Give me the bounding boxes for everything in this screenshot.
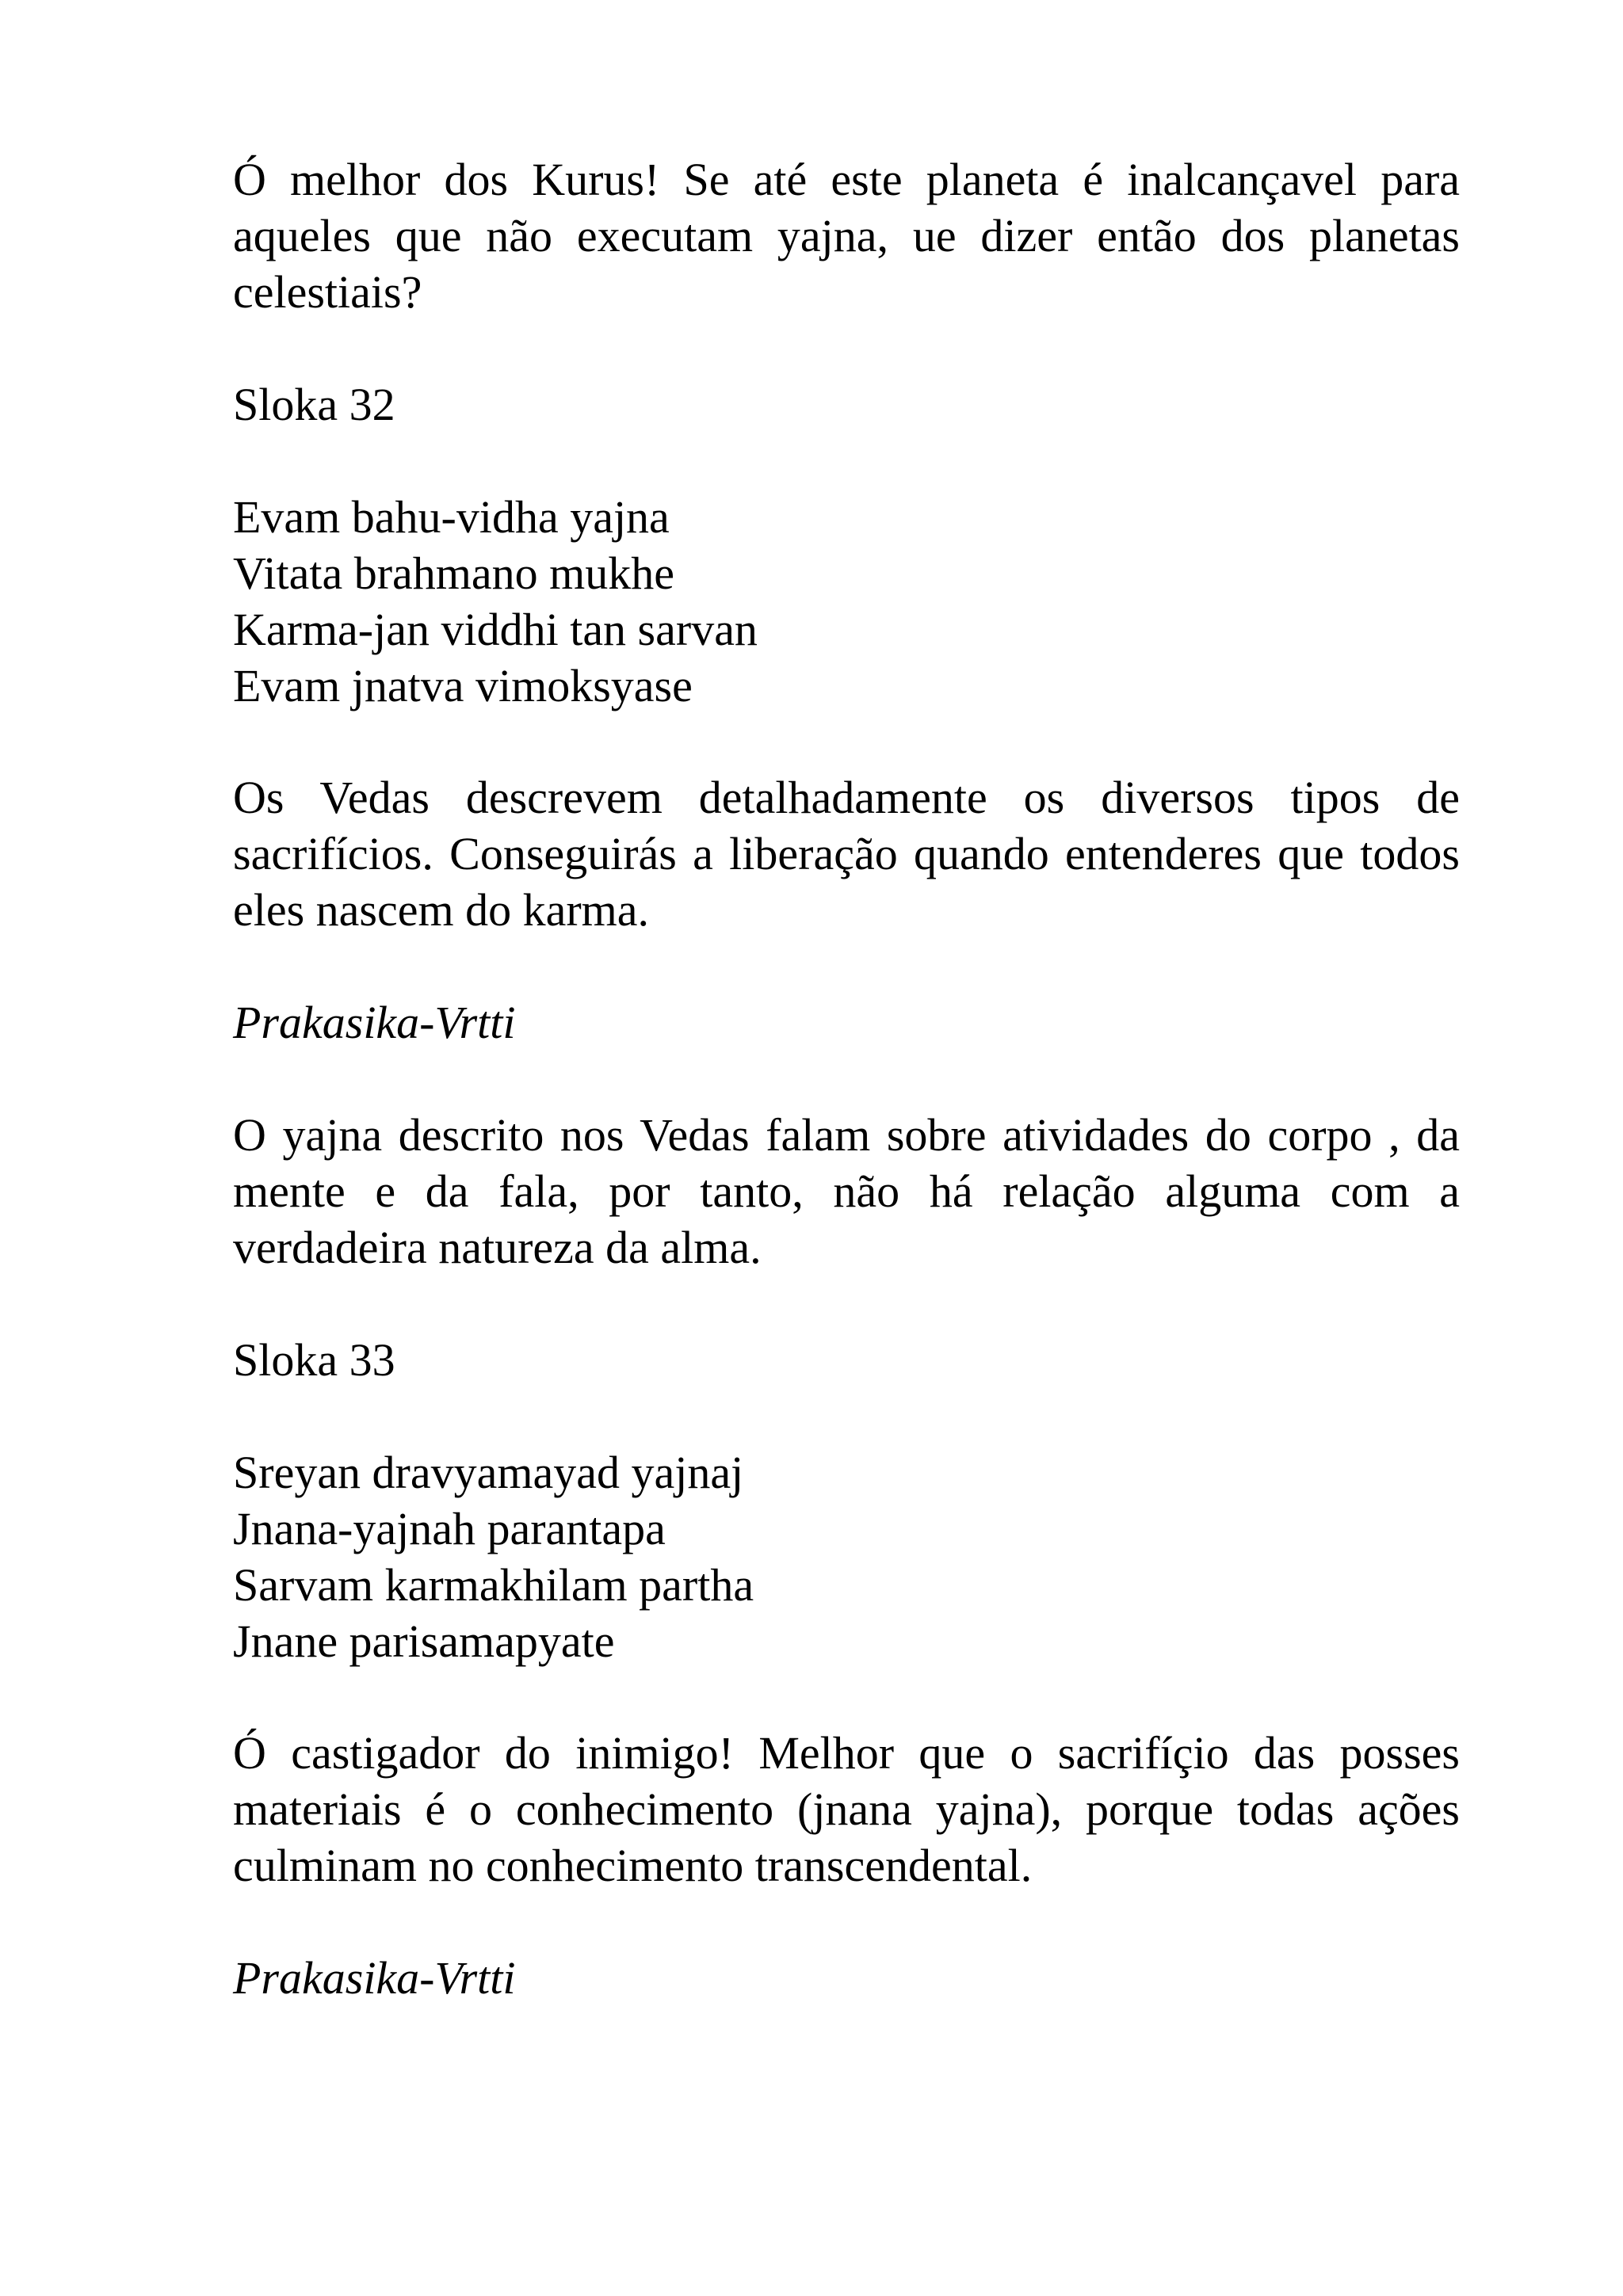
sloka-33-translation: Ó castigador do inimigo! Melhor que o sacrifíçio das posses materiais é o conhecimento (jnana yajna), porque todas ações culminam no conhecimento transcendental. (233, 1727, 1460, 1891)
sloka-33-commentary-title: Prakasika-Vrtti (233, 1952, 516, 2004)
sloka-32-verse (233, 489, 1460, 714)
verse-line: Sarvam karmakhilam partha (233, 1559, 754, 1611)
verse-line: Evam bahu-vidha yajna (233, 491, 670, 543)
sloka-32-commentary: O yajna descrito nos Vedas falam sobre atividades do corpo , da mente e da fala, por tanto, não há relação alguma com a verdadeira natureza da alma. (233, 1109, 1460, 1273)
verse-line: Sreyan dravyamayad yajnaj (233, 1447, 744, 1498)
sloka-33-verse (233, 1444, 1460, 1669)
verse-line: Evam jnatva vimoksyase (233, 660, 693, 711)
verse-line: Jnana-yajnah parantapa (233, 1503, 666, 1554)
verse-line: Karma-jan viddhi tan sarvan (233, 604, 758, 655)
verse-line: Vitata brahmano mukhe (233, 547, 675, 599)
sloka-32-commentary-title: Prakasika-Vrtti (233, 997, 516, 1048)
sloka-33-heading: Sloka 33 (233, 1334, 395, 1386)
verse-line: Jnane parisamapyate (233, 1615, 615, 1667)
sloka-32-translation: Os Vedas descrevem detalhadamente os diversos tipos de sacrifícios. Conseguirás a liberação quando entenderes que todos eles nascem do karma. (233, 772, 1460, 936)
intro-paragraph: Ó melhor dos Kurus! Se até este planeta é inalcançavel para aqueles que não executam yajna, ue dizer então dos planetas celestiais? (233, 154, 1460, 318)
sloka-32-heading: Sloka 32 (233, 379, 395, 430)
